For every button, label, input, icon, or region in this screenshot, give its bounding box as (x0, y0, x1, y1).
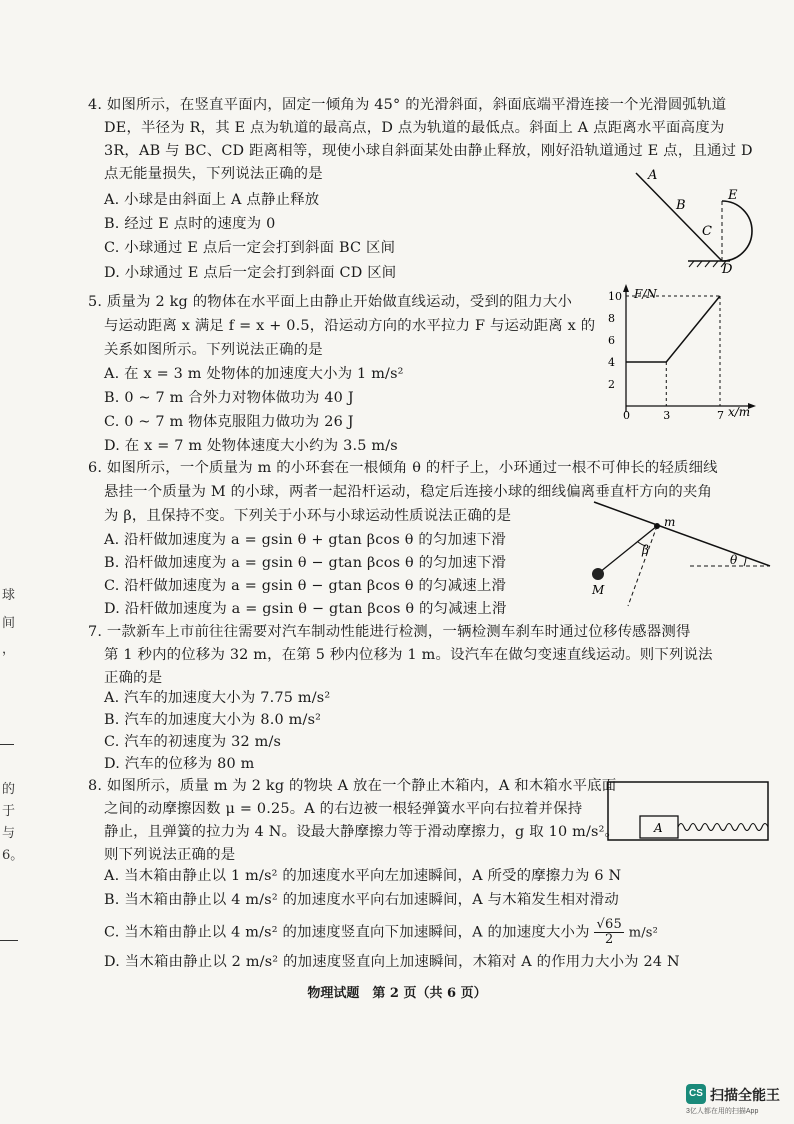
q5-option-d[interactable]: D. 在 x = 7 m 处物体速度大小约为 3.5 m/s (104, 438, 398, 454)
q4-stem-line-2: DE，半径为 R，其 E 点为轨道的最高点，D 点为轨道的最低点。斜面上 A 点距离水平面高度为 (104, 120, 725, 136)
margin-fragment: 6。 (2, 848, 24, 863)
q8-stem-line-1: 8. 如图所示，质量 m 为 2 kg 的物块 A 放在一个静止木箱内，A 和木箱水平底面 (88, 778, 617, 794)
q4-stem-line-1: 4. 如图所示，在竖直平面内，固定一倾角为 45° 的光滑斜面，斜面底端平滑连接一个光滑圆弧轨道 (88, 97, 727, 113)
margin-fragment: ， (2, 642, 16, 657)
q8-stem-line-4: 则下列说法正确的是 (104, 847, 236, 863)
margin-fragment: 间 (2, 616, 16, 631)
q8-fig-label-a: A (654, 821, 663, 835)
margin-fragment: 的 (2, 782, 16, 797)
q5-stem-line-3: 关系如图所示。下列说法正确的是 (104, 342, 323, 358)
margin-fragment: 与 (2, 826, 16, 841)
q5-option-a[interactable]: A. 在 x = 3 m 处物体的加速度大小为 1 m/s² (104, 366, 404, 382)
page-footer: 物理试题 第 2 页（共 6 页） (307, 986, 487, 1001)
q8-stem-line-2: 之间的动摩擦因数 μ = 0.25。A 的右边被一根轻弹簧水平向右拉着并保持 (104, 801, 583, 817)
y-axis-arrow (623, 284, 629, 292)
x-tick-label: 7 (717, 409, 724, 422)
y-tick-label: 4 (608, 356, 615, 369)
q8-stem-line-3: 静止，且弹簧的拉力为 4 N。设最大静摩擦力等于滑动摩擦力，g 取 10 m/s²。 (104, 824, 620, 840)
margin-fragment: 于 (2, 804, 16, 819)
q8-option-c-text: C. 当木箱由静止以 4 m/s² 的加速度竖直向下加速瞬间，A 的加速度大小为 (104, 924, 590, 941)
q6-stem-line-1: 6. 如图所示，一个质量为 m 的小环套在一根倾角 θ 的杆子上，小环通过一根不可伸长的轻质细线 (88, 460, 718, 476)
q4-incline-track-figure (590, 165, 790, 280)
q8-crate-spring-figure (604, 780, 774, 844)
q4-fig-label-a: A (648, 168, 658, 183)
q7-stem-line-2: 第 1 秒内的位移为 32 m，在第 5 秒内位移为 1 m。设汽车在做匀变速直线运动。则下列说法 (104, 647, 713, 663)
q4-option-d[interactable]: D. 小球通过 E 点后一定会打到斜面 CD 区间 (104, 265, 397, 281)
q7-option-c[interactable]: C. 汽车的初速度为 32 m/s (104, 734, 282, 750)
q4-fig-label-b: B (676, 198, 686, 213)
y-tick-label: 8 (608, 312, 615, 325)
q8-option-c[interactable] (104, 918, 658, 947)
q8-option-b[interactable]: B. 当木箱由静止以 4 m/s² 的加速度水平向右加速瞬间，A 与木箱发生相对滑动 (104, 892, 619, 908)
q6-fig-label-beta: β (642, 543, 649, 557)
q8-option-c-fraction (594, 918, 623, 947)
q4-fig-label-e: E (728, 188, 738, 203)
y-tick-label: 2 (608, 378, 615, 391)
margin-mark (0, 744, 14, 745)
fraction-numerator: √65 (596, 917, 622, 932)
chart-ylabel: F/N (634, 287, 657, 301)
scanner-logo-icon: CS (686, 1084, 706, 1104)
q6-stem-line-3: 为 β，且保持不变。下列关于小环与小球运动性质说法正确的是 (104, 508, 512, 524)
q4-option-c[interactable]: C. 小球通过 E 点后一定会打到斜面 BC 区间 (104, 240, 396, 256)
q7-stem-line-1: 7. 一款新车上市前往往需要对汽车制动性能进行检测，一辆检测车刹车时通过位移传感器测得 (88, 624, 691, 640)
q5-stem-line-1: 5. 质量为 2 kg 的物体在水平面上由静止开始做直线运动，受到的阻力大小 (88, 294, 573, 310)
margin-mark (0, 940, 18, 941)
q6-stem-line-2: 悬挂一个质量为 M 的小球，两者一起沿杆运动，稳定后连接小球的细线偏离垂直杆方向的夹角 (104, 484, 713, 500)
x-tick-label: 0 (623, 409, 630, 422)
q5-option-b[interactable]: B. 0 ~ 7 m 合外力对物体做功为 40 J (104, 390, 354, 406)
q7-stem-line-3: 正确的是 (104, 670, 163, 686)
q8-option-d[interactable]: D. 当木箱由静止以 2 m/s² 的加速度竖直向上加速瞬间，木箱对 A 的作用力大小为 24 N (104, 954, 680, 970)
q6-option-a[interactable]: A. 沿杆做加速度为 a = gsin θ + gtan βcos θ 的匀加速下滑 (104, 532, 506, 548)
force-series-line (626, 296, 720, 362)
q4-option-a[interactable]: A. 小球是由斜面上 A 点静止释放 (104, 192, 320, 208)
scanner-app-name: 扫描全能王 (710, 1087, 780, 1103)
x-tick-label: 3 (663, 409, 671, 422)
q7-option-a[interactable]: A. 汽车的加速度大小为 7.75 m/s² (104, 690, 331, 706)
q8-option-c-unit: m/s² (628, 925, 659, 941)
q6-fig-label-m: m (664, 515, 676, 529)
q5-option-c[interactable]: C. 0 ~ 7 m 物体克服阻力做功为 26 J (104, 414, 354, 430)
q4-stem-line-3: 3R，AB 与 BC、CD 距离相等，现使小球自斜面某处由静止释放，刚好沿轨道通过 E 点，且通过 D (104, 143, 753, 159)
y-tick-label: 10 (608, 290, 622, 303)
chart-xlabel: x/m (728, 405, 751, 419)
q7-option-d[interactable]: D. 汽车的位移为 80 m (104, 756, 255, 772)
q6-fig-label-theta: θ (730, 553, 738, 567)
q5-force-distance-chart (604, 282, 764, 430)
q5-stem-line-2: 与运动距离 x 满足 f = x + 0.5，沿运动方向的水平拉力 F 与运动距离 x 的 (104, 318, 596, 334)
margin-fragment: 球 (2, 588, 16, 603)
q6-fig-label-big-m: M (592, 583, 605, 597)
fraction-denominator: 2 (604, 932, 614, 947)
q6-option-b[interactable]: B. 沿杆做加速度为 a = gsin θ − gtan βcos θ 的匀加速下滑 (104, 555, 507, 571)
q4-fig-label-d: D (722, 262, 733, 277)
y-tick-label: 6 (608, 334, 615, 347)
q8-option-a[interactable]: A. 当木箱由静止以 1 m/s² 的加速度水平向左加速瞬间，A 所受的摩擦力为 6 N (104, 868, 622, 884)
q4-fig-label-c: C (702, 224, 712, 239)
q4-option-b[interactable]: B. 经过 E 点时的速度为 0 (104, 216, 276, 232)
q6-option-c[interactable]: C. 沿杆做加速度为 a = gsin θ − gtan βcos θ 的匀减速上滑 (104, 578, 507, 594)
scanner-tagline: 3亿人都在用的扫描App (686, 1108, 759, 1115)
q6-option-d[interactable]: D. 沿杆做加速度为 a = gsin θ − gtan βcos θ 的匀减速上滑 (104, 601, 507, 617)
q6-ring-rod-figure (584, 498, 784, 610)
q4-stem-line-4: 点无能量损失，下列说法正确的是 (104, 166, 323, 182)
q7-option-b[interactable]: B. 汽车的加速度大小为 8.0 m/s² (104, 712, 322, 728)
